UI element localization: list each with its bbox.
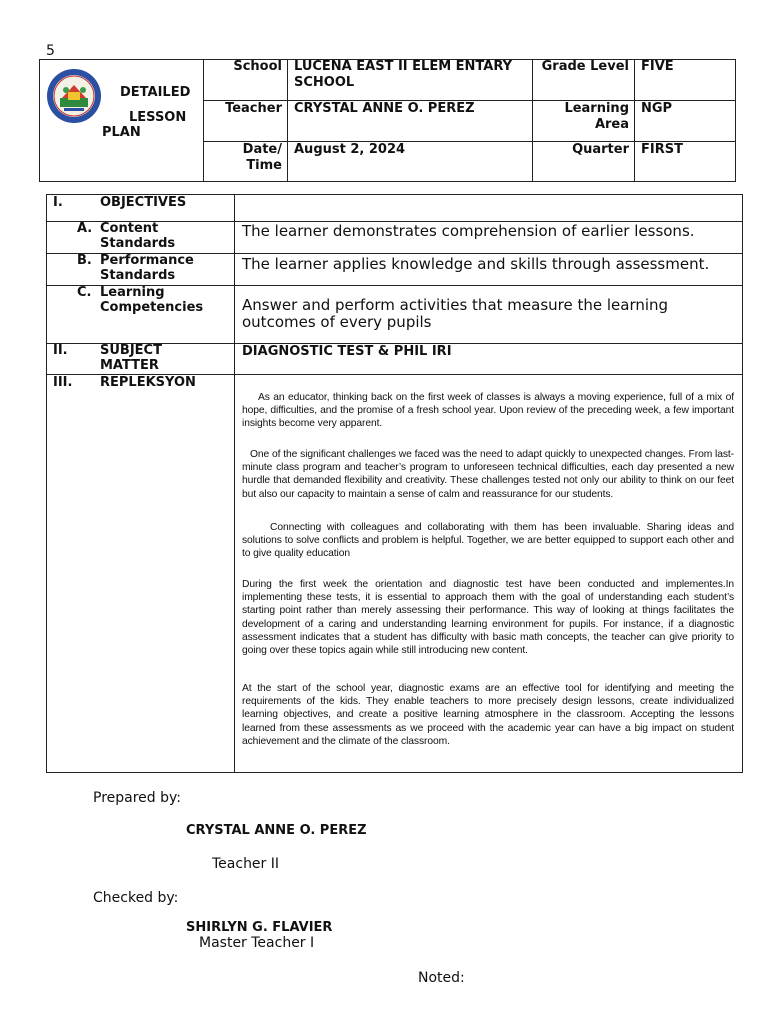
school-label-cell — [203, 59, 288, 100]
area-value-cell — [634, 100, 736, 142]
content-standards-label — [100, 221, 175, 251]
competency-label-line1: Learning — [100, 285, 165, 300]
reflection-paragraph-4: During the first week the orientation and diagnostic test have been conducted and implementes.In implementing these tests, it is essential to approach them with the goal of understanding each student’s starting point rather than merely assessing their performance. This way of looking at things facilitates the development of a caring and understanding learning environment for pupils. For instance, if a diagnostic assessment indicates that a student has difficulty with basic math concepts, the teacher can give priority to going over these topics again while still introducing new content. — [242, 579, 734, 657]
lesson-plan-table — [46, 194, 743, 773]
quarter-label: Quarter — [572, 142, 629, 157]
subject-label-line1: SUBJECT — [100, 343, 162, 358]
title-lesson: LESSON — [129, 110, 187, 125]
competencies-value — [242, 297, 668, 331]
subject-matter-value: DIAGNOSTIC TEST & PHIL IRI — [242, 344, 452, 359]
area-label-line2: Area — [594, 117, 629, 132]
performance-label-line2: Standards — [100, 268, 176, 283]
date-value-cell — [287, 141, 533, 182]
school-value-line2: SCHOOL — [294, 75, 355, 90]
checked-by-name: SHIRLYN G. FLAVIER — [186, 920, 333, 935]
column-divider — [234, 195, 235, 772]
subject-number: II. — [53, 343, 68, 358]
date-label-cell — [203, 141, 288, 182]
date-label-line2: Time — [246, 158, 282, 173]
school-label: School — [233, 59, 282, 74]
teacher-value: CRYSTAL ANNE O. PEREZ — [294, 101, 475, 116]
date-value: August 2, 2024 — [294, 142, 406, 157]
content-number: A. — [77, 221, 93, 236]
grade-value-cell — [634, 59, 736, 100]
reflection-number: III. — [53, 375, 73, 390]
competency-value-line2: outcomes of every pupils — [242, 313, 432, 331]
grade-label: Grade Level — [541, 59, 629, 74]
objectives-number: I. — [53, 195, 63, 210]
area-value: NGP — [641, 101, 673, 116]
school-value-line1: LUCENA EAST II ELEM ENTARY — [294, 59, 513, 74]
grade-value: FIVE — [641, 59, 674, 74]
content-label-line2: Standards — [100, 236, 176, 251]
title-detailed: DETAILED — [120, 85, 191, 100]
title-plan: PLAN — [102, 125, 141, 140]
subject-matter-label — [100, 343, 162, 373]
checked-by-label: Checked by: — [93, 890, 179, 906]
quarter-value-cell — [634, 141, 736, 182]
reflection-paragraph-2: One of the significant challenges we faced was the need to adapt quickly to unexpected changes. From last-minute class program and teacher’s program to unforeseen technical difficulties, each day presented a new hurdle that demanded flexibility and creativity. These challenges tested not only our ability to think on our feet but also our capacity to maintain a sense of calm and reassurance for our students. — [242, 449, 734, 500]
prepared-by-title: Teacher II — [212, 856, 280, 872]
checked-by-title: Master Teacher I — [199, 935, 315, 951]
content-label-line1: Content — [100, 221, 159, 236]
area-label-cell — [532, 100, 635, 142]
logo-area — [40, 60, 204, 181]
date-label-line1: Date/ — [242, 142, 282, 157]
teacher-label-cell — [203, 100, 288, 142]
area-label-line1: Learning — [564, 101, 629, 116]
competency-label-line2: Competencies — [100, 300, 204, 315]
objectives-label: OBJECTIVES — [100, 195, 187, 210]
page-number: 5 — [46, 43, 55, 59]
prepared-by-label: Prepared by: — [93, 790, 181, 806]
teacher-label: Teacher — [225, 101, 282, 116]
reflection-paragraph-1: As an educator, thinking back on the first week of classes is always a moving experience, full of a mix of hope, difficulties, and the promise of a fresh school year. Upon review of the preceding week, a few important insights become very apparent. — [242, 392, 734, 430]
prepared-by-name: CRYSTAL ANNE O. PEREZ — [186, 823, 367, 838]
reflection-label: REPLEKSYON — [100, 375, 196, 390]
quarter-value: FIRST — [641, 142, 683, 157]
quarter-label-cell — [532, 141, 635, 182]
teacher-value-cell — [287, 100, 533, 142]
header-table — [39, 59, 736, 182]
subject-label-line2: MATTER — [100, 358, 159, 373]
reflection-paragraph-5: At the start of the school year, diagnostic exams are an effective tool for identifying and meeting the requirements of the kids. They enable teachers to more precisely design lessons, create individualized learning objectives, and create a positive learning atmosphere in the classroom. Accepting the lessons learned from these assessments as we proceed with the academic year can have a big impact on student achievement and the climate of the classroom. — [242, 683, 734, 747]
grade-label-cell — [532, 59, 635, 100]
competency-value-line1: Answer and perform activities that measure the learning — [242, 296, 669, 314]
noted-label: Noted: — [418, 970, 465, 986]
performance-standards-label — [100, 253, 194, 283]
performance-standards-value: The learner applies knowledge and skills through assessment. — [242, 255, 710, 273]
competencies-label — [100, 285, 203, 315]
school-seal-logo — [46, 68, 102, 124]
school-value-cell — [287, 59, 533, 100]
competency-number: C. — [77, 285, 92, 300]
reflection-paragraph-3: Connecting with colleagues and collaborating with them has been invaluable. Sharing ideas and solutions to solve conflicts and problem is helpful. Together, we are better equipped to support each other and to give quality education — [242, 522, 734, 560]
performance-number: B. — [77, 253, 92, 268]
content-standards-value: The learner demonstrates comprehension of earlier lessons. — [242, 222, 695, 240]
performance-label-line1: Performance — [100, 253, 194, 268]
